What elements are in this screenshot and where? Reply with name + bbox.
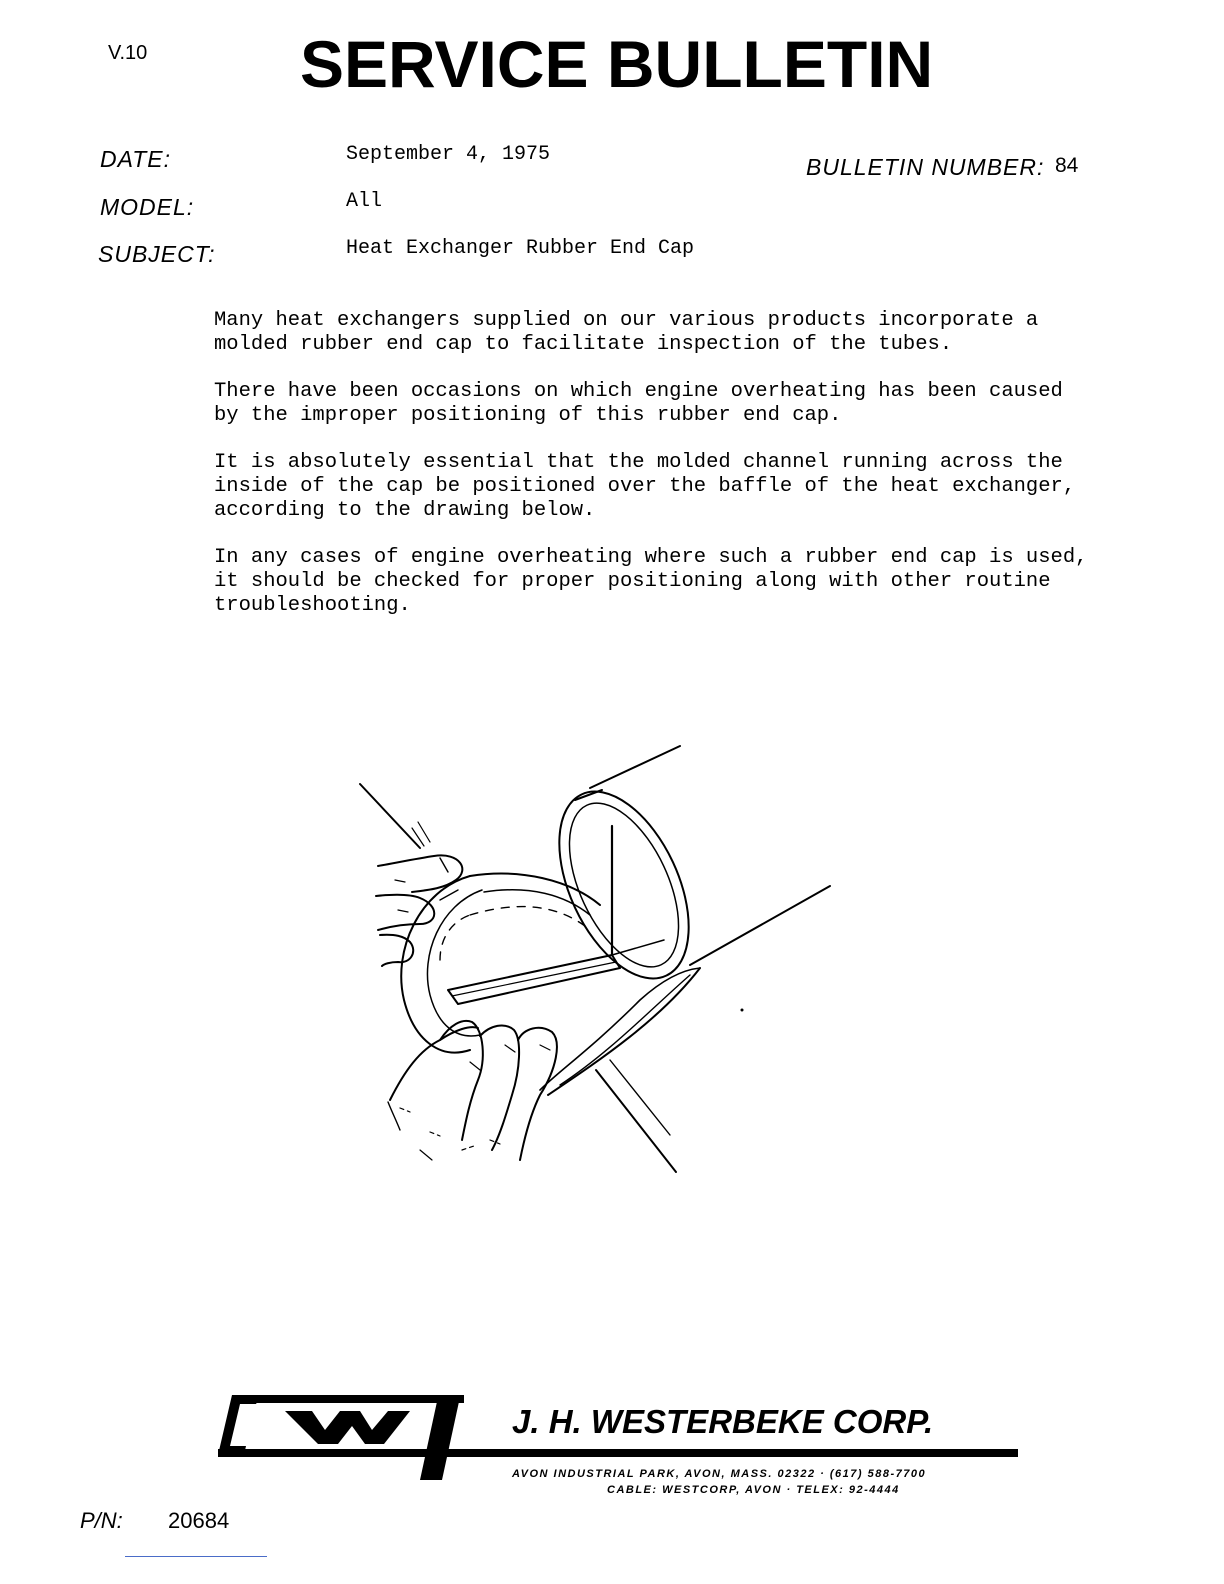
- company-contact: CABLE: WESTCORP, AVON · TELEX: 92-4444: [607, 1484, 900, 1496]
- paragraph-4: In any cases of engine overheating where such a rubber end cap is used, it should be checked for proper positioning along with other routine troubleshooting.: [214, 546, 1088, 617]
- page-title: SERVICE BULLETIN: [300, 27, 934, 101]
- paragraph-1: Many heat exchangers supplied on our various products incorporate a molded rubber end cap to facilitate inspection of the tubes.: [214, 309, 1039, 356]
- subject-label: SUBJECT:: [98, 241, 216, 267]
- paragraph-3: It is absolutely essential that the molded channel running across the inside of the cap be positioned over the baffle of the heat exchanger, according to the drawing below.: [214, 451, 1076, 522]
- paragraph-2: There have been occasions on which engine overheating has been caused by the improper positioning of this rubber end cap.: [214, 380, 1063, 427]
- divider-line: [125, 1556, 267, 1557]
- pn-value: 20684: [168, 1508, 230, 1533]
- company-name: J. H. WESTERBEKE CORP.: [512, 1403, 934, 1440]
- bulletin-number-value: 84: [1055, 154, 1079, 177]
- subject-value: Heat Exchanger Rubber End Cap: [346, 237, 695, 260]
- version-label: V.10: [108, 42, 148, 64]
- date-label: DATE:: [100, 146, 172, 172]
- model-value: All: [346, 190, 383, 213]
- date-value: September 4, 1975: [346, 143, 551, 166]
- bulletin-number-label: BULLETIN NUMBER:: [806, 154, 1045, 180]
- pn-label: P/N:: [80, 1508, 123, 1533]
- company-address: AVON INDUSTRIAL PARK, AVON, MASS. 02322 · (617) 588-7700: [512, 1468, 927, 1480]
- model-label: MODEL:: [100, 194, 195, 220]
